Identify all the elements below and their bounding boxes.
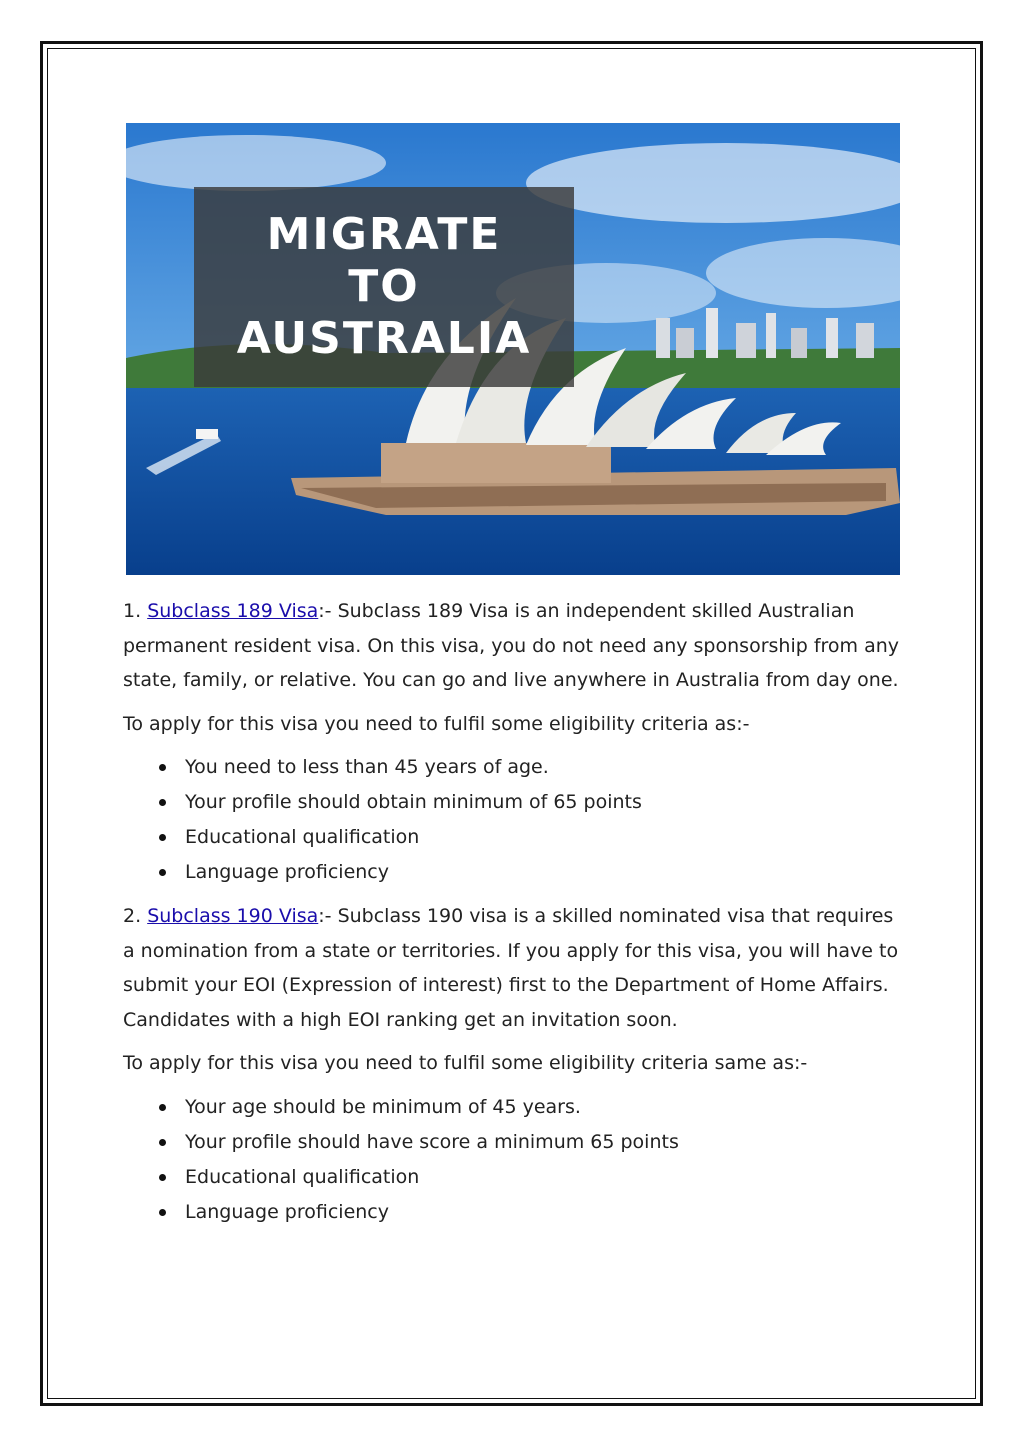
list-item: Your age should be minimum of 45 years. bbox=[123, 1090, 903, 1125]
hero-title-line-1: MIGRATE bbox=[266, 209, 502, 260]
section-189-criteria-list bbox=[123, 750, 903, 890]
section-190-criteria-intro: To apply for this visa you need to fulfil some eligibility criteria same as:- bbox=[123, 1052, 808, 1074]
section-190-criteria-list bbox=[123, 1090, 903, 1230]
section-190-paragraph bbox=[123, 899, 903, 1037]
list-item: You need to less than 45 years of age. bbox=[123, 750, 903, 785]
hero-title-line-3: AUSTRALIA bbox=[236, 313, 532, 364]
section-189-paragraph bbox=[123, 594, 903, 698]
subclass-190-link[interactable]: Subclass 190 Visa bbox=[147, 905, 319, 927]
subclass-189-link[interactable]: Subclass 189 Visa bbox=[147, 600, 319, 622]
section-190-text: :- Subclass 190 visa is a skilled nominated visa that requires a nomination from a state or territories. If you apply for this visa, you will have to submit your EOI (Expression of interest) first to the Department of Home Affairs. Candidates with a high EOI ranking get an invitation soon. bbox=[123, 905, 899, 1031]
list-item: Educational qualification bbox=[123, 820, 903, 855]
list-item: Your profile should have score a minimum 65 points bbox=[123, 1125, 903, 1160]
section-189-number: 1. bbox=[123, 600, 142, 622]
list-item: Language proficiency bbox=[123, 855, 903, 890]
hero-title bbox=[194, 187, 574, 387]
section-189-criteria-intro: To apply for this visa you need to fulfil some eligibility criteria as:- bbox=[123, 712, 750, 735]
list-item: Your profile should obtain minimum of 65 points bbox=[123, 785, 903, 820]
hero-image bbox=[126, 123, 900, 575]
list-item: Language proficiency bbox=[123, 1195, 903, 1230]
document-body bbox=[123, 594, 903, 1230]
list-item: Educational qualification bbox=[123, 1160, 903, 1195]
section-189-text: :- Subclass 189 Visa is an independent skilled Australian permanent resident visa. On this visa, you do not need any sponsorship from any state, family, or relative. You can go and live anywhere in Australia from day one. bbox=[123, 600, 900, 691]
hero-title-line-2: TO bbox=[348, 261, 420, 312]
section-190-number: 2. bbox=[123, 905, 142, 927]
